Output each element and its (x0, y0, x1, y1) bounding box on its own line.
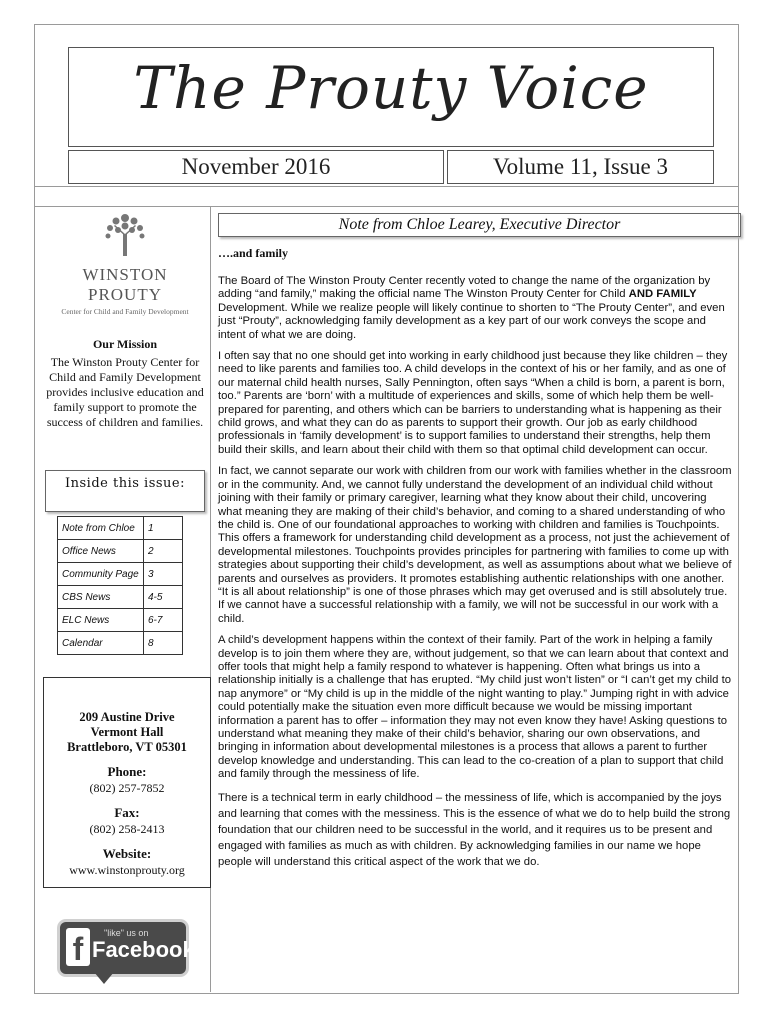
toc-title: ELC News (58, 609, 144, 632)
toc-page: 6-7 (144, 609, 183, 632)
address-street: 209 Austine Drive (79, 710, 175, 724)
divider (34, 186, 738, 187)
toc-title: Office News (58, 540, 144, 563)
paragraph: There is a technical term in early childhood – the messiness of life, which is accompanied by the joys and learning that comes with the messiness. This is the essence of what we do to help build the strong foundation that our children need to be successful in the world, and it requires us to be present and engaged with families as much as with children. By acknowledging families in our name we hope people will understand this critical aspect of the work that we do. (218, 791, 731, 868)
website-link[interactable]: www.winstonprouty.org (69, 863, 185, 877)
masthead (68, 47, 714, 147)
article-subtitle: ….and family (218, 246, 289, 260)
toc-title: CBS News (58, 586, 144, 609)
toc-page: 8 (144, 632, 183, 655)
inside-issue-heading: Inside this issue: (45, 470, 205, 512)
address-city: Brattleboro, VT 05301 (67, 740, 187, 754)
issue-volume: Volume 11, Issue 3 (447, 150, 714, 184)
paragraph: In fact, we cannot separate our work with children from our work with families whether in the classroom or in the community. And, we cannot fully understand the development of an individual child without joining with their family or primary caregiver, learning what they know about their child, uncovering what meaning they are making of their child’s behavior, and coming to a shared understanding of who the child is. One of our foundational approaches to working with children and families is Touchpoints. This offers a framework for understanding child development as a process, not just the achievement of developmental milestones. Touchpoints provides principles for partnering with families to come up with strategies about supporting their child’s development, as well as assumptions about what we believe of parents and ourselves as providers. It promotes establishing authentic relationships with one another. “It is all about relationship” is one of those phrases which may get overused and is still absolutely true. If we cannot have a successful relationship with a family, we will not be successful in our work with a child. (218, 465, 732, 625)
facebook-icon: f (66, 928, 90, 966)
toc-row[interactable] (58, 632, 183, 655)
facebook-like-text: "like" us on (104, 928, 149, 938)
table-of-contents (57, 516, 183, 655)
divider (34, 206, 738, 207)
issue-date: November 2016 (68, 150, 444, 184)
toc-row[interactable] (58, 517, 183, 540)
logo-subtitle: Center for Child and Family Development (61, 307, 189, 316)
fax-label: Fax: (114, 805, 140, 820)
facebook-wordmark: Facebook (92, 937, 195, 962)
toc-row[interactable] (58, 609, 183, 632)
article-title: Note from Chloe Learey, Executive Director (218, 213, 741, 237)
toc-row[interactable] (58, 563, 183, 586)
tree-icon (100, 212, 150, 258)
paragraph (218, 275, 733, 342)
address-building: Vermont Hall (90, 725, 164, 739)
phone-label: Phone: (107, 764, 147, 779)
facebook-like-badge[interactable] (60, 922, 195, 974)
toc-title: Note from Chloe (58, 517, 144, 540)
fax-number: (802) 258-2413 (89, 822, 165, 836)
address (44, 710, 210, 755)
toc-page: 1 (144, 517, 183, 540)
organization-logo (46, 212, 204, 316)
toc-page: 3 (144, 563, 183, 586)
phone-number: (802) 257-7852 (89, 781, 165, 795)
toc-page: 2 (144, 540, 183, 563)
paragraph-text: The Board of The Winston Prouty Center recently voted to change the name of the organization by adding “and family,” making the official name The Winston Prouty Center for Child (218, 275, 711, 301)
logo-name: WINSTON PROUTY (82, 265, 168, 304)
paragraph-text: Development. While we realize people will likely continue to shorten to “The Prouty Center”, and even just “Prouty”, acknowledging family development as a key part of our work conveys the scope and intent of what we are doing. (218, 301, 725, 341)
newsletter-title: The Prouty Voice (133, 54, 649, 122)
toc-page: 4-5 (144, 586, 183, 609)
toc-title: Calendar (58, 632, 144, 655)
paragraph: I often say that no one should get into working in early childhood just because they like children – they need to like parents and families too. A child develops in the context of his or her family, and as one of our maternal child health nurses, Sally Pennington, often says “When a child is born, a parent is born, too.” Parents are ‘born’ with a multitude of experiences and skills, some of which help them be well-prepared for parenting, and others which can be barriers to understanding what is happening as their child grows, and what they can do as parents to support their growth. Our job as early childhood professionals in ‘family development’ is to support families to understand their strengths, help them build their skills, and learn about their child with them so that optimal child development can occur. (218, 350, 728, 456)
mission-text: The Winston Prouty Center for Child and Family Development provides inclusive education and family support to promote the success of children and families. (46, 355, 204, 429)
emphasis-text: AND FAMILY (628, 288, 697, 301)
contact-box (43, 677, 211, 888)
toc-row[interactable] (58, 540, 183, 563)
paragraph: A child’s development happens within the context of their family. Part of the work in helping a family develop is to join them where they are, without judgement, so that we can learn about that context and offer tools that might help a family respond to whatever is happening. Often what brings us into a relationship initially is a challenge that has erupted. “My child just won’t listen” or “I can’t get my child to nap anymore” or “My child is up in the middle of the night wanting to play.” Jumping right in with advice could potentially make the situation even more difficult because we would be missing important information a parent has to offer – information they may not even know they have! Asking questions to understand what meaning they make of their child’s behavior, sharing our own observations, and bringing in information about developmental milestones is a process that allows a parent to further develop knowledge and understanding. This can lead to the co-creation of a plan to support that child and family through the messiness of life. (218, 634, 731, 781)
speech-bubble-tail (94, 972, 114, 984)
toc-title: Community Page (58, 563, 144, 586)
website-label: Website: (102, 846, 152, 861)
mission-heading: Our Mission (92, 337, 158, 351)
article-body (218, 275, 733, 878)
toc-row[interactable] (58, 586, 183, 609)
